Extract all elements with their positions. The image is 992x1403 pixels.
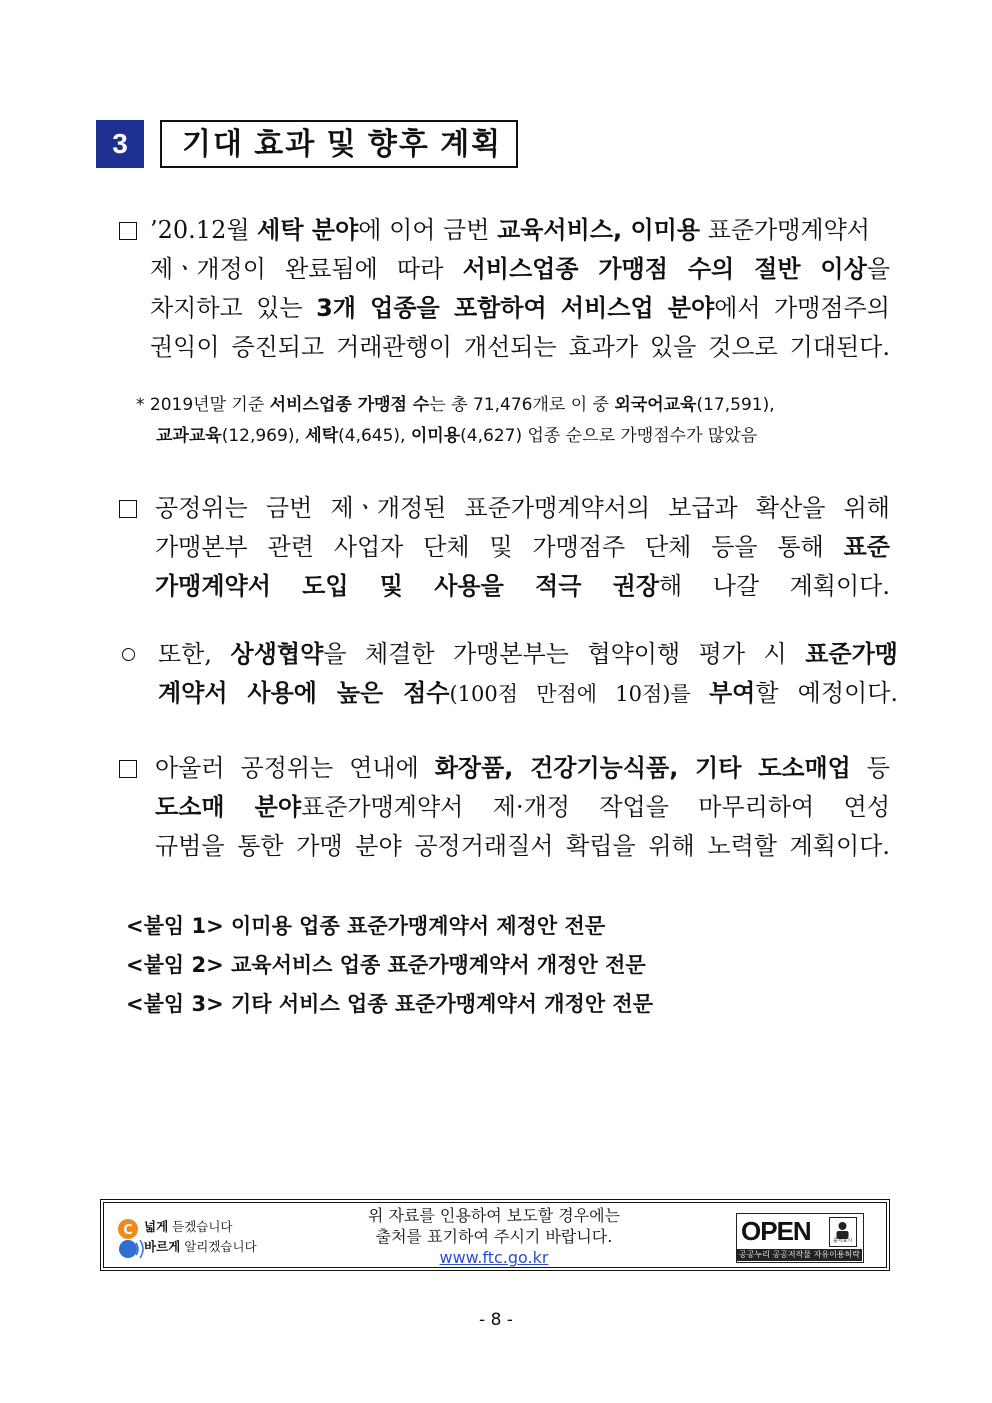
attachment-list	[126, 907, 653, 1024]
svg-text:C: C	[123, 1223, 133, 1238]
open-sublabel: 공공누리 공공저작물 자유이용허락	[738, 1250, 860, 1259]
paragraph-1-line-3: 차지하고 있는 3개 업종을 포함하여 서비스업 분야에서 가맹점주의	[150, 294, 890, 322]
footer-inner-frame	[103, 1202, 887, 1268]
paragraph-2	[155, 489, 890, 606]
paragraph-1-line-4: 권익이 증진되고 거래관행이 개선되는 효과가 있을 것으로 기대된다.	[150, 333, 890, 361]
attribution-icon	[829, 1217, 857, 1247]
footnote-line-2: 교과교육(12,969), 세탁(4,645), 이미용(4,627) 업종 순으로 가맹점수가 많았음	[156, 426, 758, 446]
footnote-line-1: * 2019년말 기준 서비스업종 가맹점 수는 총 71,476개로 이 중 외국어교육(17,591),	[136, 395, 775, 415]
attribution-icon-label: 출처표시	[832, 1238, 853, 1244]
section-number: 3	[96, 120, 144, 168]
paragraph-3	[158, 635, 898, 714]
attachment-item: <붙임 3> 기타 서비스 업종 표준가맹계약서 개정안 전문	[126, 992, 653, 1016]
citation-notice	[334, 1205, 654, 1268]
attachment-item: <붙임 1> 이미용 업종 표준가맹계약서 제정안 전문	[126, 914, 606, 938]
ftc-website-link[interactable]: www.ftc.go.kr	[439, 1248, 549, 1267]
ftc-slogan-logo	[116, 1215, 286, 1261]
citation-line-2: 출처를 표기하여 주시기 바랍니다.	[375, 1227, 613, 1246]
slogan-logo-icon	[116, 1215, 146, 1261]
paragraph-1-cont	[150, 250, 890, 367]
kogl-open-badge	[736, 1213, 864, 1263]
paragraph-1-line-2: 제ㆍ개정이 완료됨에 따라 서비스업종 가맹점 수의 절반 이상을	[150, 255, 890, 283]
section-title: 기대 효과 및 향후 계획	[160, 120, 518, 168]
slogan-line-2: 바르게 알리겠습니다	[144, 1239, 257, 1254]
paragraph-4	[155, 749, 890, 866]
paragraph-2-line-2: 가맹본부 관련 사업자 단체 및 가맹점주 단체 등을 통해 표준	[155, 533, 890, 561]
square-bullet-icon	[119, 222, 137, 240]
paragraph-3-line-2: 계약서 사용에 높은 점수(100점 만점에 10점)를 부여할 예정이다.	[158, 679, 899, 707]
footnote	[136, 390, 775, 452]
citation-line-1: 위 자료를 인용하여 보도할 경우에는	[367, 1206, 621, 1225]
paragraph-3-line-1: 또한, 상생협약을 체결한 가맹본부는 협약이행 평가 시 표준가맹	[158, 640, 898, 668]
paragraph-2-line-3: 가맹계약서 도입 및 사용을 적극 권장해 나갈 계획이다.	[155, 572, 890, 600]
slogan-line-1: 넓게 듣겠습니다	[144, 1219, 233, 1234]
footer-box	[100, 1199, 890, 1271]
paragraph-4-line-1: 아울러 공정위는 연내에 화장품, 건강기능식품, 기타 도소매업 등	[155, 754, 890, 782]
attachment-item: <붙임 2> 교육서비스 업종 표준가맹계약서 개정안 전문	[126, 953, 646, 977]
open-label: OPEN	[741, 1216, 811, 1246]
page-number: - 8 -	[479, 1310, 513, 1330]
paragraph-2-line-1: 공정위는 금번 제ㆍ개정된 표준가맹계약서의 보급과 확산을 위해	[155, 494, 890, 522]
paragraph-4-line-2: 도소매 분야표준가맹계약서 제·개정 작업을 마무리하여 연성	[155, 793, 890, 821]
paragraph-4-line-3: 규범을 통한 가맹 분야 공정거래질서 확립을 위해 노력할 계획이다.	[155, 832, 890, 860]
circle-bullet-icon	[122, 648, 135, 661]
paragraph-1	[150, 211, 890, 250]
square-bullet-icon	[119, 760, 137, 778]
paragraph-1-line-1: ’20.12월 세탁 분야에 이어 금번 교육서비스, 이미용 표준가맹계약서	[150, 216, 870, 244]
square-bullet-icon	[119, 500, 137, 518]
